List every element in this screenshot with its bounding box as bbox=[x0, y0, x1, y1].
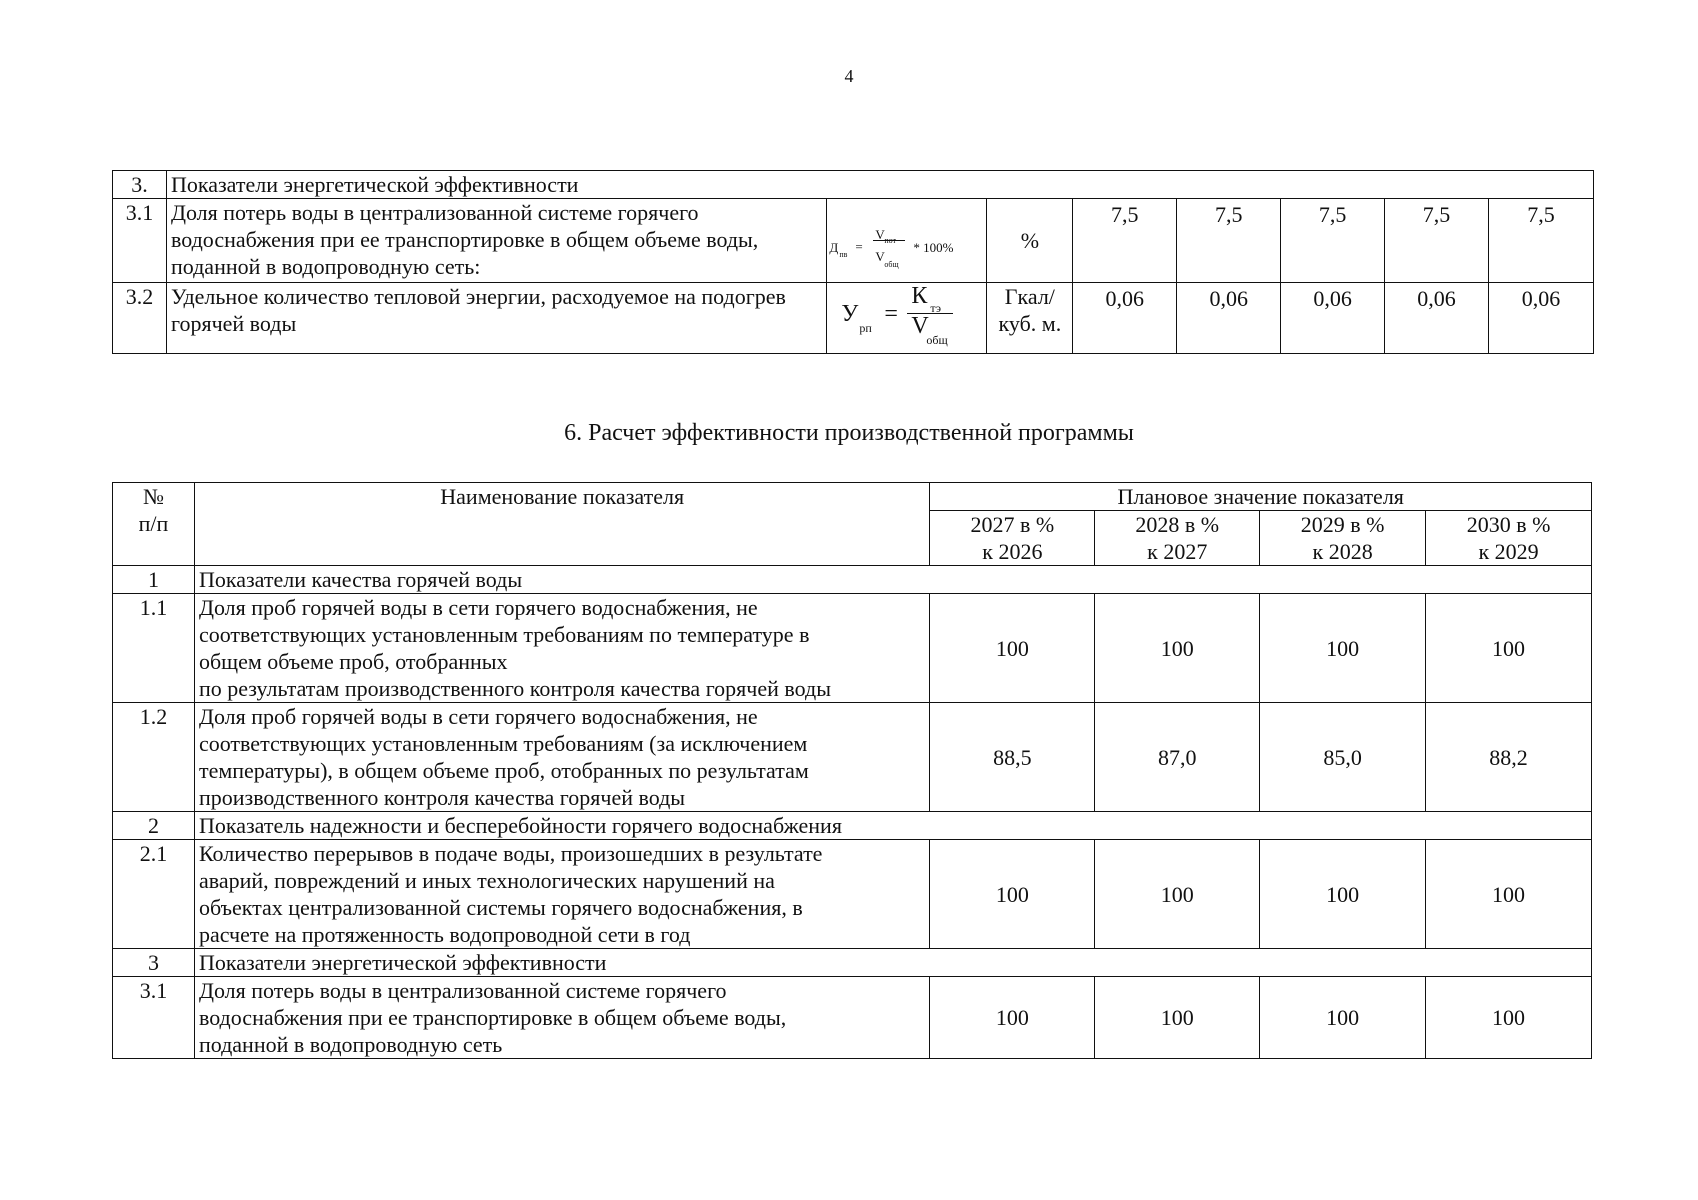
row-number: 1.2 bbox=[113, 703, 195, 812]
text-line: по результатам производственного контроля качества горячей воды bbox=[198, 676, 831, 701]
loss-formula bbox=[827, 206, 977, 276]
text-line: производственного контроля качества горячей воды bbox=[198, 785, 686, 810]
section-row bbox=[113, 171, 1594, 199]
group-number: 1 bbox=[113, 566, 195, 594]
value-cell: 0,06 bbox=[1385, 283, 1489, 354]
row-number: 3.2 bbox=[113, 283, 167, 354]
header-year-line: 2030 в % bbox=[1466, 512, 1551, 537]
formula-lhs-sub: рп bbox=[859, 321, 872, 335]
group-number: 2 bbox=[113, 812, 195, 840]
value-cell: 7,5 bbox=[1281, 199, 1385, 283]
text-line: температуры), в общем объеме проб, отобранных по результатам bbox=[198, 758, 809, 783]
header-year bbox=[930, 511, 1095, 566]
unit-line: куб. м. bbox=[998, 311, 1062, 336]
header-year-line: 2028 в % bbox=[1135, 512, 1220, 537]
indicator-name: Удельное количество тепловой энергии, расходуемое на подогрев горячей воды bbox=[166, 283, 826, 354]
unit bbox=[987, 283, 1073, 354]
formula-numerator-sub: пот bbox=[884, 235, 897, 245]
formula-denominator-sub: общ bbox=[926, 333, 948, 347]
value-cell: 100 bbox=[930, 594, 1095, 703]
table-row bbox=[113, 703, 1592, 812]
formula-tail: * 100% bbox=[913, 239, 954, 255]
formula-eq: = bbox=[855, 238, 863, 254]
header-year bbox=[1260, 511, 1426, 566]
program-efficiency-table bbox=[112, 482, 1592, 1059]
table-row bbox=[113, 283, 1594, 354]
header-row bbox=[113, 483, 1592, 511]
heat-formula bbox=[827, 283, 977, 353]
value-cell: 100 bbox=[930, 977, 1095, 1059]
text-line: Доля проб горячей воды в сети горячего водоснабжения, не bbox=[198, 595, 758, 620]
value-cell: 100 bbox=[1095, 840, 1260, 949]
value-cell: 100 bbox=[1426, 977, 1592, 1059]
value-cell: 7,5 bbox=[1385, 199, 1489, 283]
group-title: Показатель надежности и бесперебойности горячего водоснабжения bbox=[194, 812, 1591, 840]
page-number: 4 bbox=[844, 66, 854, 86]
indicator-name bbox=[194, 594, 929, 703]
row-number: 1.1 bbox=[113, 594, 195, 703]
text-line: расчете на протяженность водопроводной сети в год bbox=[198, 922, 691, 947]
value-cell: 0,06 bbox=[1281, 283, 1385, 354]
header-year-line: к 2028 bbox=[1312, 539, 1373, 564]
row-number: 3.1 bbox=[113, 199, 167, 283]
value-cell: 7,5 bbox=[1073, 199, 1177, 283]
fraction-line bbox=[873, 240, 905, 241]
value-cell: 0,06 bbox=[1489, 283, 1594, 354]
header-number bbox=[113, 483, 195, 566]
value-cell: 0,06 bbox=[1073, 283, 1177, 354]
text-line: аварий, повреждений и иных технологических нарушений на bbox=[198, 868, 775, 893]
formula-lhs: У bbox=[841, 301, 859, 327]
header-year-line: к 2029 bbox=[1478, 539, 1539, 564]
indicator-name bbox=[194, 840, 929, 949]
value-cell: 85,0 bbox=[1260, 703, 1426, 812]
header-plan-value: Плановое значение показателя bbox=[930, 483, 1592, 511]
formula-eq: = bbox=[884, 301, 898, 327]
text-line: поданной в водопроводную сеть bbox=[198, 1032, 503, 1057]
formula-numerator-sub: тэ bbox=[930, 301, 942, 315]
value-cell: 100 bbox=[1095, 977, 1260, 1059]
header-year-line: к 2026 bbox=[982, 539, 1043, 564]
header-year-line: к 2027 bbox=[1147, 539, 1208, 564]
value-cell: 7,5 bbox=[1177, 199, 1281, 283]
table-row bbox=[113, 840, 1592, 949]
text-line: Количество перерывов в подаче воды, произошедших в результате bbox=[198, 841, 823, 866]
group-row bbox=[113, 949, 1592, 977]
formula-numerator: V bbox=[875, 226, 885, 242]
indicator-name bbox=[194, 977, 929, 1059]
value-cell: 87,0 bbox=[1095, 703, 1260, 812]
group-title: Показатели качества горячей воды bbox=[194, 566, 1591, 594]
value-cell: 88,5 bbox=[930, 703, 1095, 812]
table-row bbox=[113, 977, 1592, 1059]
value-cell: 7,5 bbox=[1489, 199, 1594, 283]
text-line: Доля проб горячей воды в сети горячего водоснабжения, не bbox=[198, 704, 758, 729]
header-year-line: 2027 в % bbox=[970, 512, 1055, 537]
header-year-line: 2029 в % bbox=[1300, 512, 1385, 537]
value-cell: 100 bbox=[1260, 594, 1426, 703]
text-line: объектах централизованной системы горячего водоснабжения, в bbox=[198, 895, 803, 920]
value-cell: 88,2 bbox=[1426, 703, 1592, 812]
header-year bbox=[1095, 511, 1260, 566]
group-title: Показатели энергетической эффективности bbox=[194, 949, 1591, 977]
formula-numerator: К bbox=[911, 283, 928, 309]
formula-denominator: V bbox=[911, 313, 929, 339]
table-row bbox=[113, 199, 1594, 283]
header-number-line: п/п bbox=[138, 511, 169, 536]
header-year bbox=[1426, 511, 1592, 566]
section-title: Показатели энергетической эффективности bbox=[166, 171, 1593, 199]
formula-cell bbox=[827, 199, 987, 283]
text-line: водоснабжения при ее транспортировке в общем объеме воды, bbox=[198, 1005, 787, 1030]
section-heading: 6. Расчет эффективности производственной программы bbox=[564, 420, 1134, 446]
indicator-name: Доля потерь воды в централизованной системе горячего водоснабжения при ее транспортировке в общем объеме воды, поданной в водопроводную сеть: bbox=[166, 199, 826, 283]
value-cell: 100 bbox=[930, 840, 1095, 949]
row-number: 3. bbox=[113, 171, 167, 199]
formula-denominator: V bbox=[875, 248, 885, 264]
header-indicator-name: Наименование показателя bbox=[194, 483, 929, 566]
unit-line: Гкал/ bbox=[1004, 284, 1055, 309]
value-cell: 0,06 bbox=[1177, 283, 1281, 354]
text-line: общем объеме проб, отобранных bbox=[198, 649, 508, 674]
text-line: соответствующих установленным требованиям по температуре в bbox=[198, 622, 810, 647]
row-number: 2.1 bbox=[113, 840, 195, 949]
row-number: 3.1 bbox=[113, 977, 195, 1059]
group-row bbox=[113, 566, 1592, 594]
formula-cell bbox=[827, 283, 987, 354]
formula-lhs-sub: пв bbox=[839, 249, 848, 259]
group-number: 3 bbox=[113, 949, 195, 977]
formula-lhs: Д bbox=[829, 239, 839, 255]
text-line: соответствующих установленным требованиям (за исключением bbox=[198, 731, 808, 756]
value-cell: 100 bbox=[1260, 840, 1426, 949]
value-cell: 100 bbox=[1260, 977, 1426, 1059]
group-row bbox=[113, 812, 1592, 840]
value-cell: 100 bbox=[1426, 594, 1592, 703]
formula-denominator-sub: общ bbox=[884, 259, 899, 269]
text-line: Доля потерь воды в централизованной системе горячего bbox=[198, 978, 727, 1003]
table-row bbox=[113, 594, 1592, 703]
header-number-line: № bbox=[142, 484, 164, 509]
indicator-name bbox=[194, 703, 929, 812]
energy-efficiency-table bbox=[112, 170, 1594, 354]
value-cell: 100 bbox=[1095, 594, 1260, 703]
unit: % bbox=[987, 199, 1073, 283]
value-cell: 100 bbox=[1426, 840, 1592, 949]
